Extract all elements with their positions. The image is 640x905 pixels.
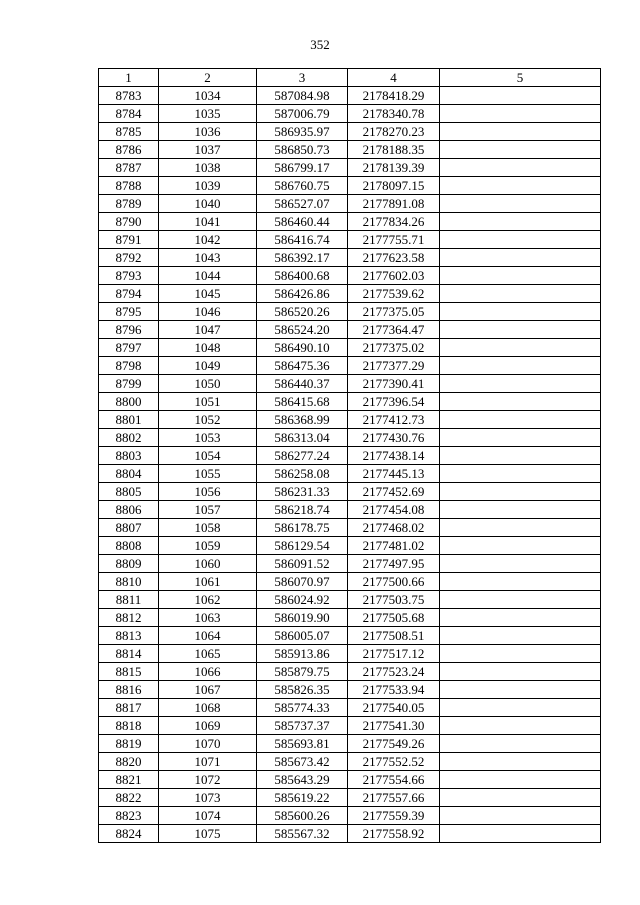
cell-x-coordinate: 586005.07 — [257, 627, 348, 645]
cell-note — [440, 825, 601, 843]
header-col-3: 3 — [257, 69, 348, 87]
cell-y-coordinate: 2177375.05 — [348, 303, 440, 321]
table-row — [99, 123, 601, 141]
cell-note — [440, 429, 601, 447]
cell-point-number: 8797 — [99, 339, 159, 357]
cell-index: 1062 — [159, 591, 257, 609]
cell-point-number: 8784 — [99, 105, 159, 123]
cell-index: 1060 — [159, 555, 257, 573]
cell-note — [440, 231, 601, 249]
cell-note — [440, 699, 601, 717]
cell-note — [440, 339, 601, 357]
cell-point-number: 8806 — [99, 501, 159, 519]
header-col-2: 2 — [159, 69, 257, 87]
cell-x-coordinate: 586258.08 — [257, 465, 348, 483]
cell-point-number: 8792 — [99, 249, 159, 267]
table-row — [99, 627, 601, 645]
table-row — [99, 609, 601, 627]
cell-y-coordinate: 2177541.30 — [348, 717, 440, 735]
cell-note — [440, 753, 601, 771]
table-row — [99, 339, 601, 357]
cell-y-coordinate: 2177481.02 — [348, 537, 440, 555]
cell-point-number: 8798 — [99, 357, 159, 375]
table-row — [99, 519, 601, 537]
table-row — [99, 789, 601, 807]
cell-point-number: 8799 — [99, 375, 159, 393]
cell-point-number: 8820 — [99, 753, 159, 771]
cell-note — [440, 789, 601, 807]
cell-y-coordinate: 2177834.26 — [348, 213, 440, 231]
cell-note — [440, 627, 601, 645]
cell-index: 1056 — [159, 483, 257, 501]
cell-note — [440, 105, 601, 123]
cell-index: 1034 — [159, 87, 257, 105]
cell-x-coordinate: 585567.32 — [257, 825, 348, 843]
cell-y-coordinate: 2177533.94 — [348, 681, 440, 699]
cell-note — [440, 681, 601, 699]
cell-y-coordinate: 2177503.75 — [348, 591, 440, 609]
cell-point-number: 8811 — [99, 591, 159, 609]
cell-index: 1066 — [159, 663, 257, 681]
table-row — [99, 735, 601, 753]
table-row — [99, 555, 601, 573]
table-row — [99, 411, 601, 429]
cell-x-coordinate: 585673.42 — [257, 753, 348, 771]
cell-y-coordinate: 2178418.29 — [348, 87, 440, 105]
cell-point-number: 8818 — [99, 717, 159, 735]
cell-x-coordinate: 585600.26 — [257, 807, 348, 825]
cell-point-number: 8809 — [99, 555, 159, 573]
cell-point-number: 8787 — [99, 159, 159, 177]
cell-x-coordinate: 586368.99 — [257, 411, 348, 429]
cell-point-number: 8821 — [99, 771, 159, 789]
cell-point-number: 8793 — [99, 267, 159, 285]
cell-note — [440, 519, 601, 537]
cell-x-coordinate: 586527.07 — [257, 195, 348, 213]
cell-y-coordinate: 2177557.66 — [348, 789, 440, 807]
table-row — [99, 375, 601, 393]
cell-y-coordinate: 2177364.47 — [348, 321, 440, 339]
cell-y-coordinate: 2178270.23 — [348, 123, 440, 141]
cell-index: 1035 — [159, 105, 257, 123]
cell-note — [440, 177, 601, 195]
cell-y-coordinate: 2177452.69 — [348, 483, 440, 501]
cell-note — [440, 573, 601, 591]
cell-point-number: 8815 — [99, 663, 159, 681]
cell-note — [440, 159, 601, 177]
cell-y-coordinate: 2177500.66 — [348, 573, 440, 591]
cell-index: 1058 — [159, 519, 257, 537]
cell-index: 1044 — [159, 267, 257, 285]
table-row — [99, 645, 601, 663]
cell-y-coordinate: 2177377.29 — [348, 357, 440, 375]
cell-index: 1040 — [159, 195, 257, 213]
cell-note — [440, 483, 601, 501]
cell-index: 1042 — [159, 231, 257, 249]
cell-note — [440, 321, 601, 339]
cell-index: 1036 — [159, 123, 257, 141]
cell-x-coordinate: 586490.10 — [257, 339, 348, 357]
cell-note — [440, 267, 601, 285]
cell-point-number: 8813 — [99, 627, 159, 645]
cell-y-coordinate: 2177755.71 — [348, 231, 440, 249]
cell-point-number: 8802 — [99, 429, 159, 447]
table-body — [99, 87, 601, 843]
cell-note — [440, 609, 601, 627]
cell-point-number: 8785 — [99, 123, 159, 141]
table-row — [99, 681, 601, 699]
cell-note — [440, 249, 601, 267]
table-row — [99, 717, 601, 735]
cell-index: 1075 — [159, 825, 257, 843]
cell-note — [440, 735, 601, 753]
cell-note — [440, 807, 601, 825]
cell-note — [440, 123, 601, 141]
cell-note — [440, 303, 601, 321]
cell-y-coordinate: 2177438.14 — [348, 447, 440, 465]
cell-y-coordinate: 2177497.95 — [348, 555, 440, 573]
cell-index: 1063 — [159, 609, 257, 627]
cell-note — [440, 645, 601, 663]
cell-x-coordinate: 586070.97 — [257, 573, 348, 591]
cell-y-coordinate: 2178097.15 — [348, 177, 440, 195]
cell-point-number: 8796 — [99, 321, 159, 339]
cell-x-coordinate: 586091.52 — [257, 555, 348, 573]
cell-index: 1069 — [159, 717, 257, 735]
table-row — [99, 825, 601, 843]
cell-note — [440, 555, 601, 573]
table-row — [99, 465, 601, 483]
cell-x-coordinate: 586760.75 — [257, 177, 348, 195]
cell-x-coordinate: 585913.86 — [257, 645, 348, 663]
cell-index: 1053 — [159, 429, 257, 447]
cell-index: 1067 — [159, 681, 257, 699]
cell-y-coordinate: 2177430.76 — [348, 429, 440, 447]
table-row — [99, 483, 601, 501]
table-row — [99, 105, 601, 123]
table-row — [99, 177, 601, 195]
cell-index: 1045 — [159, 285, 257, 303]
cell-point-number: 8810 — [99, 573, 159, 591]
table-row — [99, 771, 601, 789]
cell-note — [440, 411, 601, 429]
header-col-1: 1 — [99, 69, 159, 87]
cell-y-coordinate: 2177554.66 — [348, 771, 440, 789]
table-row — [99, 591, 601, 609]
cell-index: 1050 — [159, 375, 257, 393]
cell-x-coordinate: 586313.04 — [257, 429, 348, 447]
cell-y-coordinate: 2178340.78 — [348, 105, 440, 123]
cell-note — [440, 195, 601, 213]
cell-y-coordinate: 2177549.26 — [348, 735, 440, 753]
cell-note — [440, 465, 601, 483]
table-row — [99, 249, 601, 267]
cell-y-coordinate: 2177508.51 — [348, 627, 440, 645]
table-row — [99, 699, 601, 717]
cell-x-coordinate: 586799.17 — [257, 159, 348, 177]
cell-y-coordinate: 2177375.02 — [348, 339, 440, 357]
cell-x-coordinate: 586178.75 — [257, 519, 348, 537]
cell-x-coordinate: 585643.29 — [257, 771, 348, 789]
cell-point-number: 8805 — [99, 483, 159, 501]
table-row — [99, 357, 601, 375]
cell-index: 1041 — [159, 213, 257, 231]
cell-point-number: 8812 — [99, 609, 159, 627]
cell-index: 1073 — [159, 789, 257, 807]
cell-y-coordinate: 2177540.05 — [348, 699, 440, 717]
table-row — [99, 663, 601, 681]
cell-x-coordinate: 586426.86 — [257, 285, 348, 303]
table-header — [99, 69, 601, 87]
cell-index: 1039 — [159, 177, 257, 195]
cell-point-number: 8803 — [99, 447, 159, 465]
cell-y-coordinate: 2177552.52 — [348, 753, 440, 771]
cell-index: 1046 — [159, 303, 257, 321]
cell-point-number: 8783 — [99, 87, 159, 105]
table-row — [99, 537, 601, 555]
table-row — [99, 231, 601, 249]
cell-y-coordinate: 2177445.13 — [348, 465, 440, 483]
cell-note — [440, 393, 601, 411]
cell-point-number: 8807 — [99, 519, 159, 537]
cell-point-number: 8819 — [99, 735, 159, 753]
table-row — [99, 267, 601, 285]
cell-x-coordinate: 586129.54 — [257, 537, 348, 555]
cell-index: 1057 — [159, 501, 257, 519]
cell-note — [440, 141, 601, 159]
cell-index: 1064 — [159, 627, 257, 645]
cell-x-coordinate: 586024.92 — [257, 591, 348, 609]
cell-y-coordinate: 2177523.24 — [348, 663, 440, 681]
cell-note — [440, 447, 601, 465]
cell-point-number: 8795 — [99, 303, 159, 321]
cell-x-coordinate: 585879.75 — [257, 663, 348, 681]
table-row — [99, 285, 601, 303]
cell-point-number: 8816 — [99, 681, 159, 699]
cell-x-coordinate: 587084.98 — [257, 87, 348, 105]
cell-index: 1061 — [159, 573, 257, 591]
cell-y-coordinate: 2177623.58 — [348, 249, 440, 267]
cell-y-coordinate: 2177517.12 — [348, 645, 440, 663]
cell-index: 1043 — [159, 249, 257, 267]
cell-index: 1065 — [159, 645, 257, 663]
cell-y-coordinate: 2177558.92 — [348, 825, 440, 843]
cell-index: 1054 — [159, 447, 257, 465]
cell-x-coordinate: 586524.20 — [257, 321, 348, 339]
cell-x-coordinate: 586415.68 — [257, 393, 348, 411]
cell-point-number: 8801 — [99, 411, 159, 429]
cell-point-number: 8822 — [99, 789, 159, 807]
cell-y-coordinate: 2177468.02 — [348, 519, 440, 537]
cell-index: 1038 — [159, 159, 257, 177]
cell-x-coordinate: 587006.79 — [257, 105, 348, 123]
cell-point-number: 8786 — [99, 141, 159, 159]
table-row — [99, 303, 601, 321]
cell-point-number: 8791 — [99, 231, 159, 249]
header-row — [99, 69, 601, 87]
cell-x-coordinate: 586416.74 — [257, 231, 348, 249]
cell-y-coordinate: 2178139.39 — [348, 159, 440, 177]
cell-point-number: 8788 — [99, 177, 159, 195]
table-row — [99, 195, 601, 213]
cell-note — [440, 213, 601, 231]
page-number: 352 — [310, 37, 330, 52]
cell-x-coordinate: 585619.22 — [257, 789, 348, 807]
table-row — [99, 321, 601, 339]
cell-point-number: 8817 — [99, 699, 159, 717]
cell-point-number: 8808 — [99, 537, 159, 555]
cell-x-coordinate: 586231.33 — [257, 483, 348, 501]
cell-index: 1071 — [159, 753, 257, 771]
cell-x-coordinate: 585693.81 — [257, 735, 348, 753]
cell-x-coordinate: 585826.35 — [257, 681, 348, 699]
cell-index: 1051 — [159, 393, 257, 411]
cell-index: 1055 — [159, 465, 257, 483]
cell-x-coordinate: 586935.97 — [257, 123, 348, 141]
cell-x-coordinate: 586019.90 — [257, 609, 348, 627]
cell-note — [440, 87, 601, 105]
table-row — [99, 501, 601, 519]
cell-y-coordinate: 2177602.03 — [348, 267, 440, 285]
table-row — [99, 753, 601, 771]
cell-note — [440, 537, 601, 555]
cell-y-coordinate: 2177454.08 — [348, 501, 440, 519]
cell-note — [440, 717, 601, 735]
cell-index: 1048 — [159, 339, 257, 357]
cell-index: 1068 — [159, 699, 257, 717]
cell-note — [440, 591, 601, 609]
cell-x-coordinate: 586400.68 — [257, 267, 348, 285]
cell-x-coordinate: 586460.44 — [257, 213, 348, 231]
cell-point-number: 8823 — [99, 807, 159, 825]
cell-index: 1059 — [159, 537, 257, 555]
cell-x-coordinate: 586440.37 — [257, 375, 348, 393]
cell-x-coordinate: 585737.37 — [257, 717, 348, 735]
cell-note — [440, 375, 601, 393]
table-row — [99, 393, 601, 411]
cell-point-number: 8794 — [99, 285, 159, 303]
table-row — [99, 141, 601, 159]
cell-y-coordinate: 2177539.62 — [348, 285, 440, 303]
table-row — [99, 447, 601, 465]
cell-x-coordinate: 586475.36 — [257, 357, 348, 375]
cell-y-coordinate: 2177390.41 — [348, 375, 440, 393]
cell-x-coordinate: 586520.26 — [257, 303, 348, 321]
table-row — [99, 807, 601, 825]
table-row — [99, 429, 601, 447]
cell-y-coordinate: 2177891.08 — [348, 195, 440, 213]
cell-x-coordinate: 586218.74 — [257, 501, 348, 519]
cell-x-coordinate: 586392.17 — [257, 249, 348, 267]
cell-note — [440, 663, 601, 681]
cell-x-coordinate: 586277.24 — [257, 447, 348, 465]
cell-index: 1052 — [159, 411, 257, 429]
cell-note — [440, 357, 601, 375]
coordinates-table — [98, 68, 601, 843]
cell-y-coordinate: 2177396.54 — [348, 393, 440, 411]
table-row — [99, 87, 601, 105]
cell-note — [440, 771, 601, 789]
cell-index: 1072 — [159, 771, 257, 789]
cell-y-coordinate: 2177412.73 — [348, 411, 440, 429]
table-row — [99, 159, 601, 177]
cell-point-number: 8800 — [99, 393, 159, 411]
table-row — [99, 213, 601, 231]
header-col-4: 4 — [348, 69, 440, 87]
cell-x-coordinate: 586850.73 — [257, 141, 348, 159]
cell-index: 1074 — [159, 807, 257, 825]
cell-note — [440, 285, 601, 303]
cell-index: 1047 — [159, 321, 257, 339]
cell-y-coordinate: 2178188.35 — [348, 141, 440, 159]
cell-point-number: 8814 — [99, 645, 159, 663]
header-col-5: 5 — [440, 69, 601, 87]
cell-point-number: 8804 — [99, 465, 159, 483]
cell-index: 1037 — [159, 141, 257, 159]
cell-y-coordinate: 2177505.68 — [348, 609, 440, 627]
cell-note — [440, 501, 601, 519]
cell-point-number: 8824 — [99, 825, 159, 843]
cell-x-coordinate: 585774.33 — [257, 699, 348, 717]
table-row — [99, 573, 601, 591]
cell-index: 1049 — [159, 357, 257, 375]
cell-index: 1070 — [159, 735, 257, 753]
cell-point-number: 8789 — [99, 195, 159, 213]
cell-point-number: 8790 — [99, 213, 159, 231]
cell-y-coordinate: 2177559.39 — [348, 807, 440, 825]
